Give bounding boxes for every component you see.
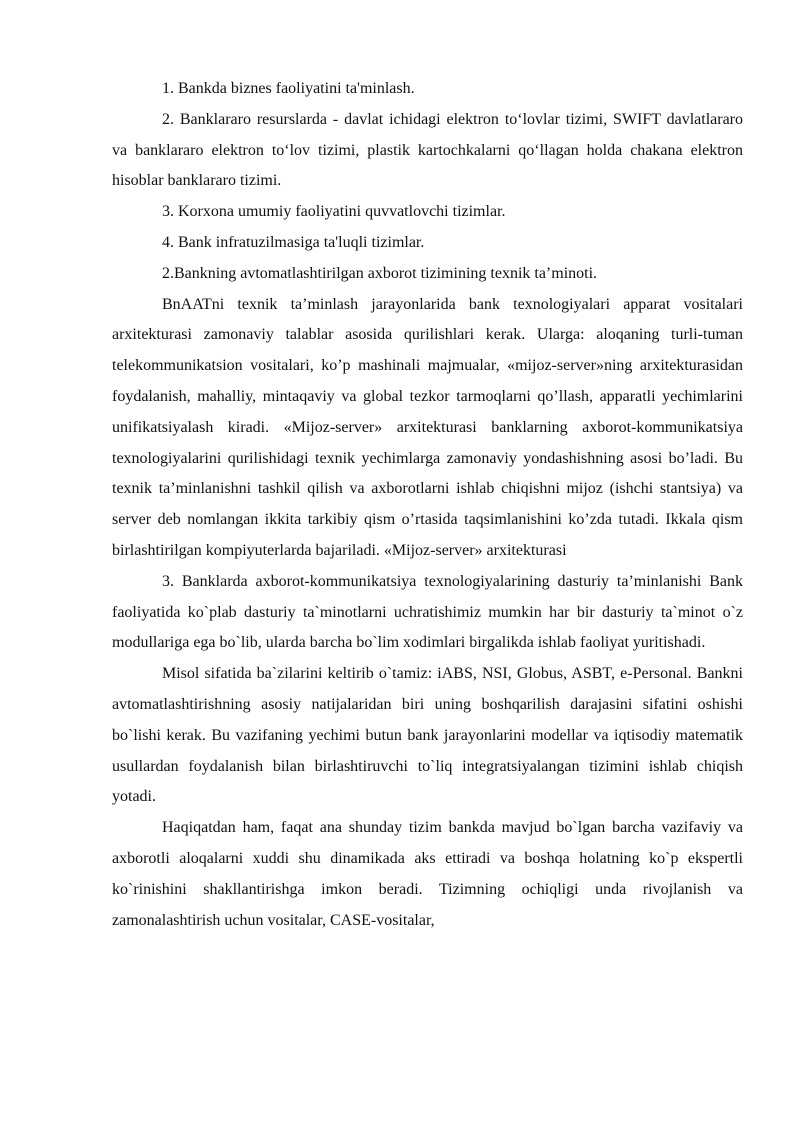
document-page <box>112 74 743 936</box>
list-item-1: 1. Bankda biznes faoliyatini ta'minlash. <box>162 80 415 97</box>
list-item-3: 3. Korxona umumiy faoliyatini quvvatlovchi tizimlar. <box>162 203 506 221</box>
section-paragraph: 3. Banklarda axborot-kommunikatsiya texnologiyalarining dasturiy ta’minlanishi Bank faoliyatida ko`plab dasturiy ta`minotlarni uchratishimiz mumkin har bir dasturiy ta`minot o`z modullariga ega bo`lib, ularda barcha bo`lim xodimlari birgalikda ishlab faoliyat yuritishadi. <box>112 572 743 652</box>
list-item-2: 2. Banklararo resurslarda - davlat ichidagi elektron to‘lovlar tizimi, SWIFT davlatlararo va banklararo elektron to‘lov tizimi, plastik kartochkalarni qo‘llagan holda chakana elektron hisoblar banklararo tizimi. <box>112 110 743 190</box>
body-paragraph: Haqiqatdan ham, faqat ana shunday tizim bankda mavjud bo`lgan barcha vazifaviy va axborotli aloqalarni xuddi shu dinamikada aks ettiradi va boshqa holatning ko`p ekspertli ko`rinishini shakllantirishga imkon beradi. Tizimning ochiqligi unda rivojlanish va zamonalashtirish uchun vositalar, CASE-vositalar, <box>112 819 743 929</box>
body-paragraph: BnAATni texnik ta’minlash jarayonlarida bank texnologiyalari apparat vositalari arxitekturasi zamonaviy talablar asosida qurilishlari kerak. Ularga: aloqaning turli-tuman telekommunikatsion vositalari, ko’p mashinali majmualar, «mijoz-server»ning arxitekturasidan foydalanish, mahalliy, mintaqaviy va global tezkor tarmoqlarni qo’llash, apparatli yechimlarini unifikatsiyalash kiradi. «Mijoz-server» arxitekturasi banklarning axborot-kommunikatsiya texnologiyalarini qurilishidagi texnik yechimlarga zamonaviy yondashishning asosi bo’ladi. Bu texnik ta’minlanishni tashkil qilish va axborotlarni ishlab chiqishni mijoz (ishchi stantsiya) va server deb nomlangan ikkita tarkibiy qism o’rtasida taqsimlanishini ko’zda tutadi. Ikkala qism birlashtirilgan kompiyuterlarda bajariladi. «Mijoz-server» arxitekturasi <box>112 295 743 559</box>
section-heading: 2.Bankning avtomatlashtirilgan axborot tizimining texnik ta’minoti. <box>162 264 598 282</box>
body-paragraph: Misol sifatida ba`zilarini keltirib o`tamiz: iABS, NSI, Globus, ASBT, e-Personal. Bankni avtomatlashtirishning asosiy natijalaridan biri uning boshqarilish darajasini sifatini oshishi bo`lishi kerak. Bu vazifaning yechimi butun bank jarayonlarini modellar va iqtisodiy matematik usullardan foydalanish bilan birlashtiruvchi to`liq integratsiyalangan tizimini ishlab chiqish yotadi. <box>112 665 743 806</box>
list-item-4: 4. Bank infratuzilmasiga ta'luqli tizimlar. <box>162 233 425 251</box>
